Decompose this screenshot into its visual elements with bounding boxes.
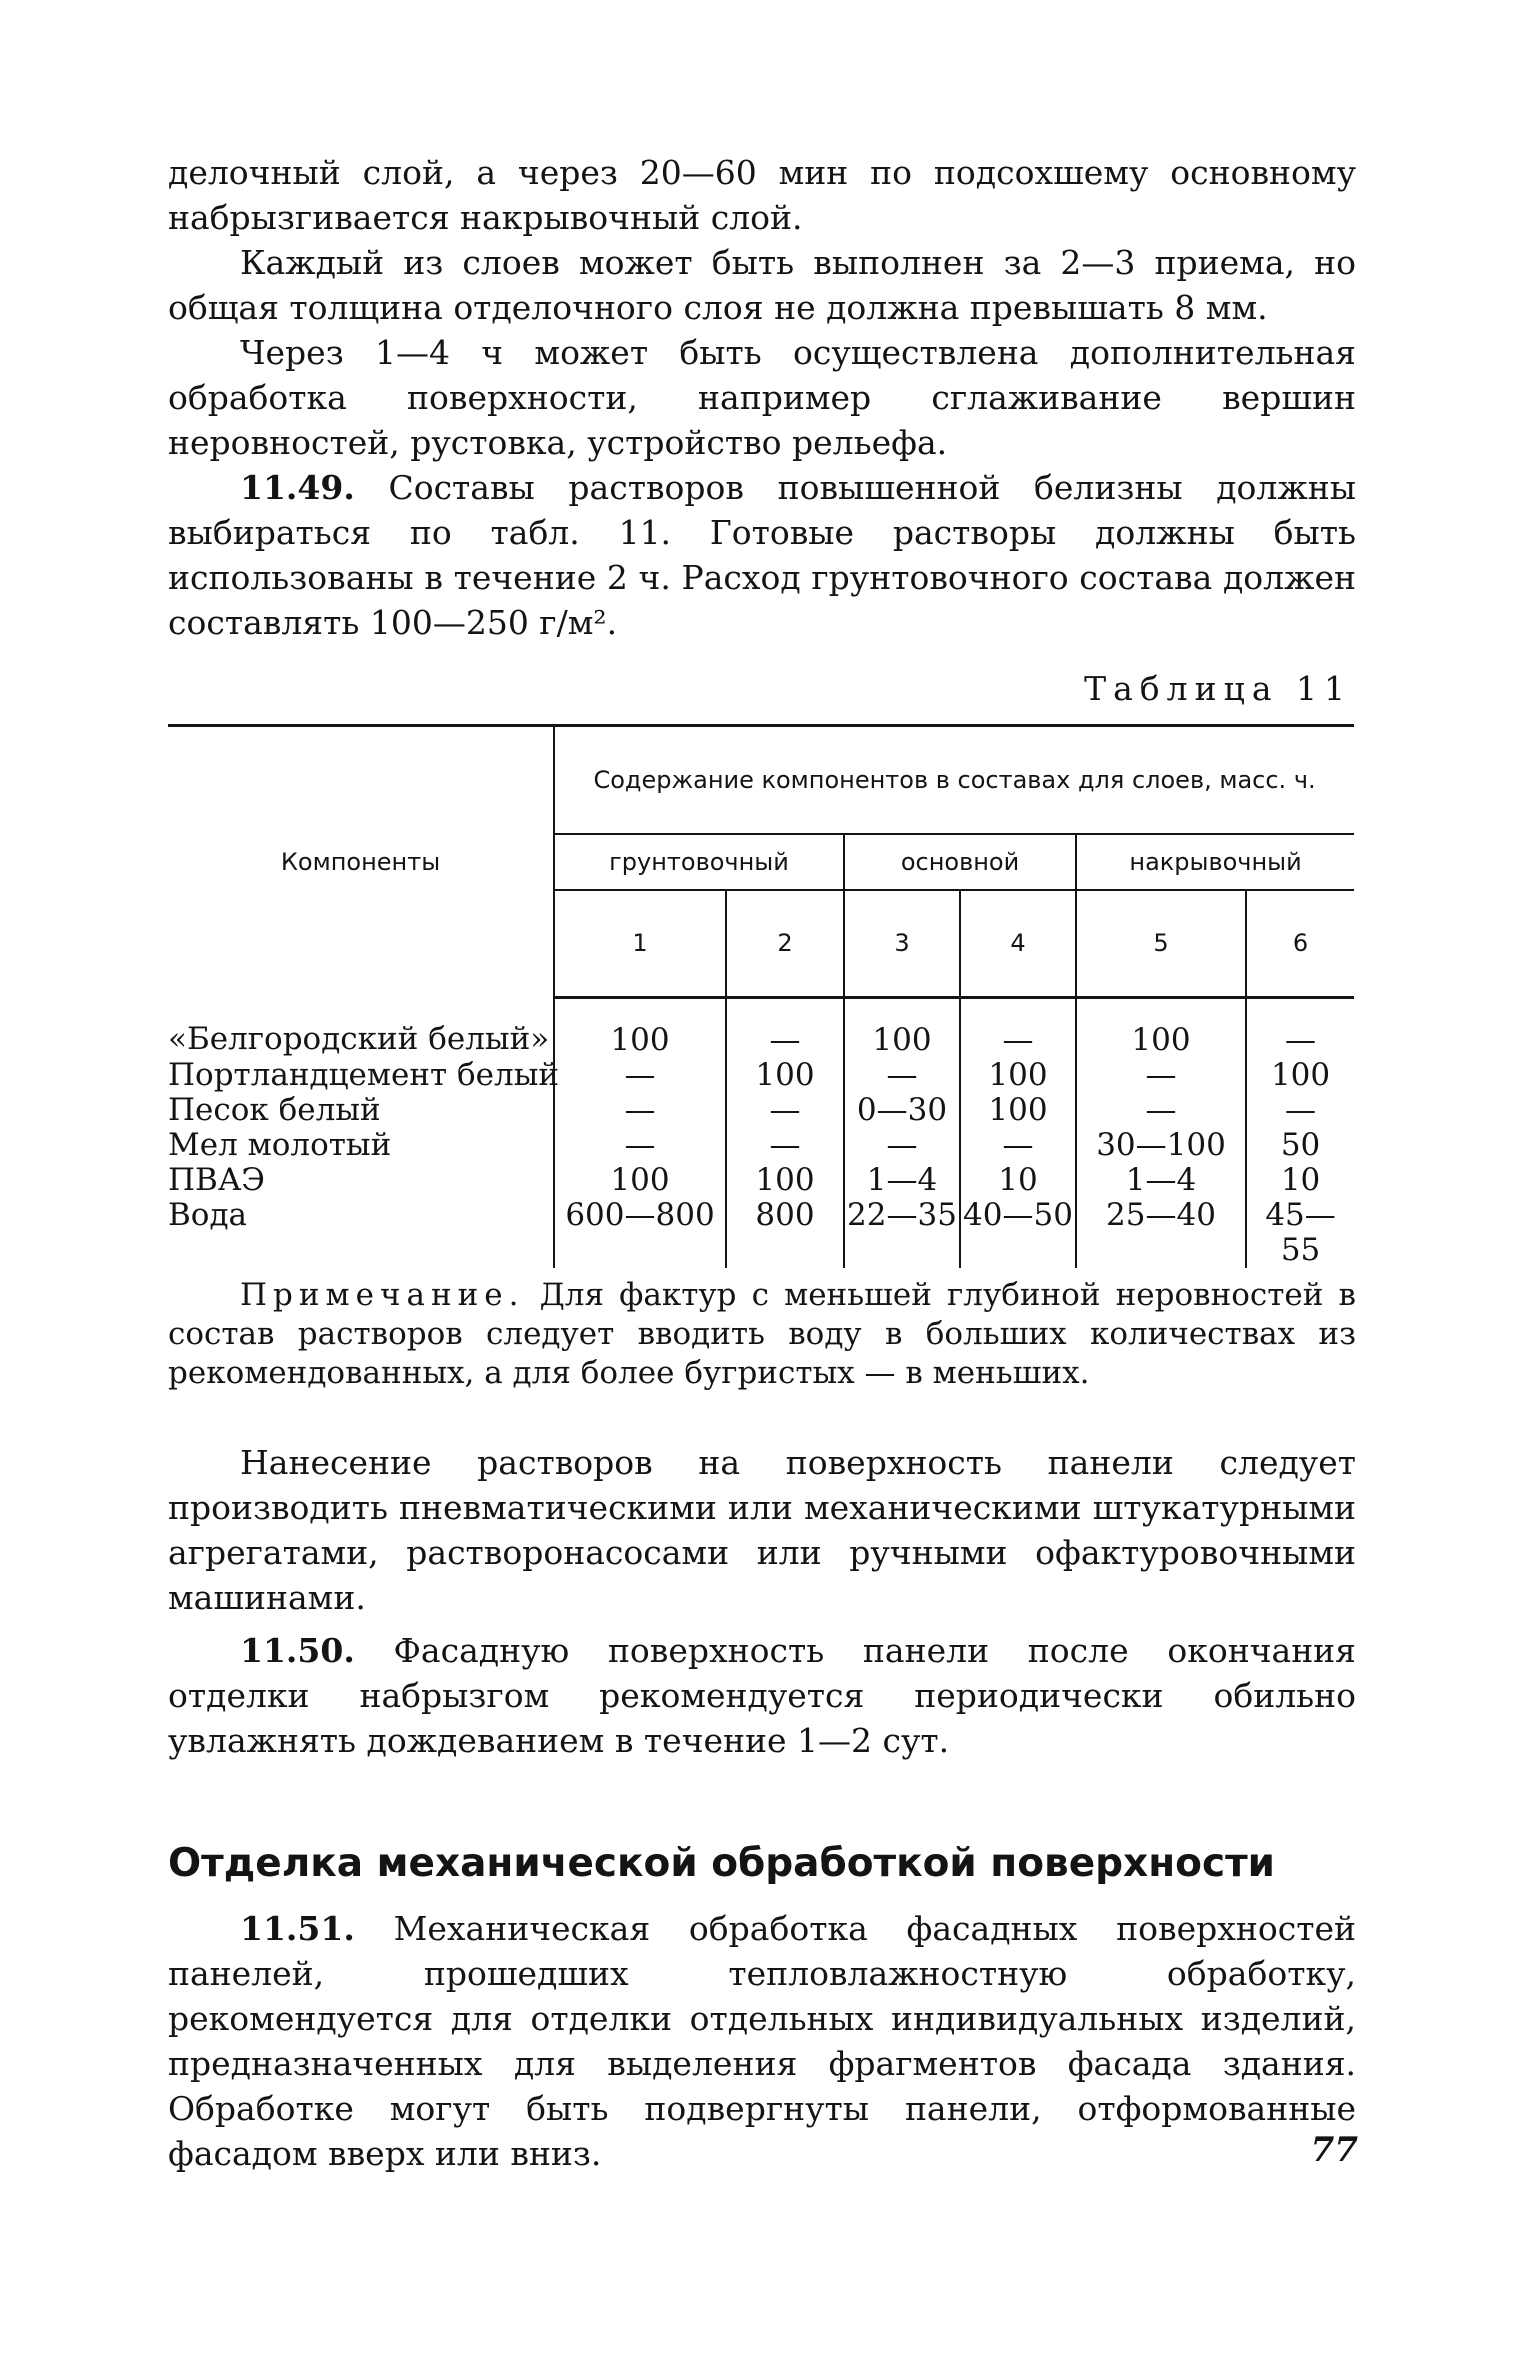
column-number: 5	[1076, 890, 1246, 998]
section-heading: Отделка механической обработкой поверхности	[168, 1841, 1276, 1886]
table-row	[168, 1093, 1354, 1128]
column-number: 4	[960, 890, 1076, 998]
table-cell: 22—35	[844, 1198, 960, 1268]
table-cell: 100	[554, 998, 726, 1059]
paragraph-11-51	[168, 1906, 1356, 2176]
table-body	[168, 998, 1354, 1269]
table-cell: 10	[960, 1163, 1076, 1198]
table-cell: 50	[1246, 1128, 1354, 1163]
row-label: Вода	[168, 1197, 248, 1233]
table-cell: —	[960, 1128, 1076, 1163]
table-cell: —	[844, 1128, 960, 1163]
table-row	[168, 1198, 1354, 1268]
table-cell: —	[726, 1128, 844, 1163]
table-cell: —	[554, 1128, 726, 1163]
table-cell: 1—4	[844, 1163, 960, 1198]
table-cell: 100	[726, 1058, 844, 1093]
table-row	[168, 1058, 1354, 1093]
table-cell: 100	[1246, 1058, 1354, 1093]
column-number: 3	[844, 890, 960, 998]
column-header-components: Компоненты	[168, 726, 554, 998]
row-label: ПВАЭ	[168, 1162, 266, 1198]
paragraph-application: Нанесение растворов на поверхность панели следует производить пневматическими или механическими штукатурными агрегатами, растворонасосами или ручными офактуровочными машинами.	[168, 1443, 1356, 1617]
paragraph-11-50	[168, 1628, 1356, 1763]
column-number: 6	[1246, 890, 1354, 998]
table-caption: Таблица 11	[1084, 669, 1352, 708]
column-number: 2	[726, 890, 844, 998]
table-cell: 10	[1246, 1163, 1354, 1198]
table-11	[168, 724, 1354, 1268]
clause-text-11-50: Фасадную поверхность панели после окончания отделки набрызгом рекомендуется периодически обильно увлажнять дождеванием в течение 1—2 сут.	[168, 1631, 1356, 1760]
table-cell: —	[844, 1058, 960, 1093]
table-cell: —	[1076, 1058, 1246, 1093]
table-cell: 1—4	[1076, 1163, 1246, 1198]
table-cell: —	[1076, 1093, 1246, 1128]
table-row	[168, 998, 1354, 1059]
table-cell: 45—55	[1246, 1198, 1354, 1268]
top-text-block	[168, 150, 1356, 708]
clause-text-11-49: Составы растворов повышенной белизны должны выбираться по табл. 11. Готовые растворы должны быть использованы в течение 2 ч. Расход грунтовочного состава должен составлять 100—250 г/м².	[168, 468, 1356, 642]
clause-number-11-50: 11.50.	[240, 1631, 355, 1670]
table-row	[168, 1163, 1354, 1198]
table-cell: 40—50	[960, 1198, 1076, 1268]
table-cell: —	[1246, 998, 1354, 1059]
paragraph-11-49	[168, 465, 1356, 645]
table-cell: 100	[1076, 998, 1246, 1059]
table-cell: —	[726, 998, 844, 1059]
group-header-cover: накрывочный	[1076, 834, 1354, 890]
paragraph-continuation: делочный слой, а через 20—60 мин по подсохшему основному набрызгивается накрывочный слой.	[168, 153, 1356, 237]
table-cell: 100	[844, 998, 960, 1059]
table-cell: 600—800	[554, 1198, 726, 1268]
table-cell: 0—30	[844, 1093, 960, 1128]
table-cell: —	[960, 998, 1076, 1059]
column-number: 1	[554, 890, 726, 998]
row-label: «Белгородский белый»	[168, 1020, 550, 1057]
table-cell: 100	[554, 1163, 726, 1198]
group-header-primer: грунтовочный	[554, 834, 844, 890]
note-text: Для фактур с меньшей глубиной неровностей в состав растворов следует вводить воду в больших количествах из рекомендованных, а для более бугристых — в меньших.	[168, 1277, 1356, 1391]
paragraph-layers: Каждый из слоев может быть выполнен за 2—3 приема, но общая толщина отделочного слоя не должна превышать 8 мм.	[168, 243, 1356, 327]
row-label: Песок белый	[168, 1092, 381, 1128]
paragraph-additional-treatment: Через 1—4 ч может быть осуществлена дополнительная обработка поверхности, например сглаживание вершин неровностей, рустовка, устройство рельефа.	[168, 333, 1356, 462]
clause-number-11-49: 11.49.	[240, 468, 355, 507]
table-cell: 25—40	[1076, 1198, 1246, 1268]
page-number: 77	[1310, 2130, 1358, 2170]
table-cell: 100	[960, 1058, 1076, 1093]
group-header-base: основной	[844, 834, 1076, 890]
column-header-content: Содержание компонентов в составах для слоев, масс. ч.	[554, 726, 1354, 834]
table-cell: 100	[726, 1163, 844, 1198]
table-cell: —	[554, 1058, 726, 1093]
clause-number-11-51: 11.51.	[240, 1909, 355, 1948]
table-cell: 800	[726, 1198, 844, 1268]
table-cell: 100	[960, 1093, 1076, 1128]
table-note	[168, 1276, 1356, 1393]
note-paragraph	[168, 1276, 1356, 1393]
table-cell: —	[554, 1093, 726, 1128]
table-row	[168, 1128, 1354, 1163]
table-cell: —	[1246, 1093, 1354, 1128]
row-label: Мел молотый	[168, 1127, 392, 1163]
table-cell: 30—100	[1076, 1128, 1246, 1163]
table-cell: —	[726, 1093, 844, 1128]
row-label: Портландцемент белый	[168, 1057, 560, 1093]
note-label: Примечание.	[240, 1277, 525, 1313]
clause-text-11-51: Механическая обработка фасадных поверхностей панелей, прошедших тепловлажностную обработку, рекомендуется для отделки отдельных индивидуальных изделий, предназначенных для выделения фрагментов фасада здания. Обработке могут быть подвергнуты панели, отформованные фасадом вверх или вниз.	[168, 1909, 1356, 2173]
bottom-text-block	[168, 1440, 1356, 2176]
